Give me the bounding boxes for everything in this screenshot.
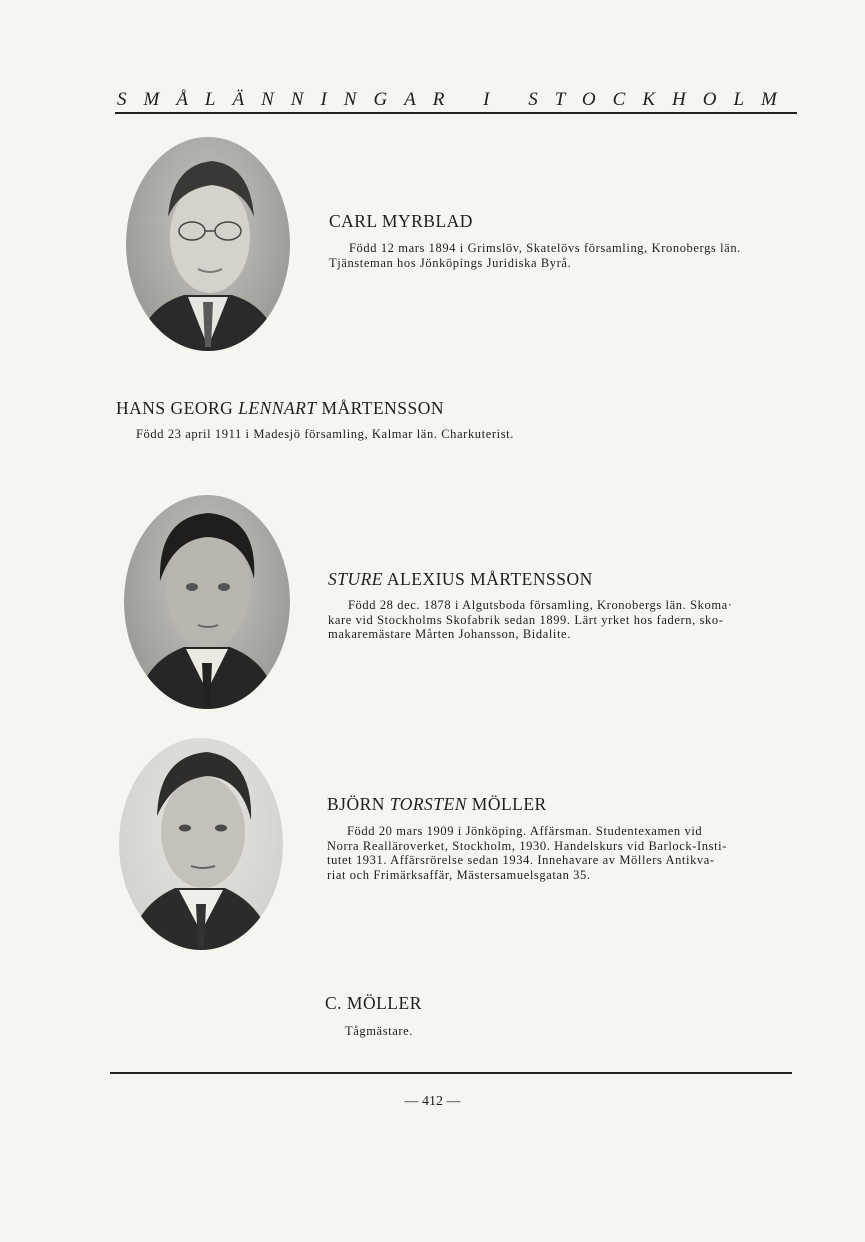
entry-name-hans-martensson	[116, 397, 444, 419]
header-rule	[115, 112, 797, 114]
entry-name-bjorn-moller	[327, 793, 547, 815]
entry-name-c-moller: C. MÖLLER	[325, 993, 422, 1013]
entry-bio-carl-myrblad	[329, 241, 799, 270]
name-part: ALEXIUS MÅRTENSSON	[383, 569, 593, 589]
page-number: — 412 —	[404, 1094, 461, 1109]
bio-line: Tågmästare.	[345, 1024, 414, 1038]
bio-line: Född 23 april 1911 i Madesjö församling, Kalmar län. Charkuterist.	[136, 427, 514, 441]
bio-line: makaremästare Mårten Johansson, Bidalite.	[328, 627, 571, 641]
running-head: SMÅLÄNNINGAR I STOCKHOLM	[117, 89, 794, 110]
bio-line: kare vid Stockholms Skofabrik sedan 1899. Lärt yrket hos fadern, sko-	[328, 612, 724, 627]
portrait-sture-martensson	[124, 495, 290, 709]
bio-line: Tjänsteman hos Jönköpings Juridiska Byrå.	[329, 255, 572, 270]
bio-line: Född 20 mars 1909 i Jönköping. Affärsman. Studentexamen vid	[347, 824, 703, 838]
bio-line: riat och Frimärksaffär, Mästersamuelsgatan 35.	[327, 867, 591, 882]
entry-name-sture-martensson	[328, 568, 593, 590]
bio-line: Född 28 dec. 1878 i Algutsboda församling, Kronobergs län. Skoma·	[348, 598, 733, 612]
entry-bio-bjorn-moller	[327, 824, 797, 882]
entry-bio-c-moller	[345, 1024, 545, 1039]
bio-line: Född 12 mars 1894 i Grimslöv, Skatelövs församling, Kronobergs län.	[349, 241, 741, 255]
entry-bio-hans-martensson	[116, 427, 716, 442]
bio-line: tutet 1931. Affärsrörelse sedan 1934. Innehavare av Möllers Antikva-	[327, 853, 715, 867]
name-part: MÅRTENSSON	[316, 398, 445, 418]
entry-name-carl-myrblad: CARL MYRBLAD	[329, 211, 473, 231]
name-italic-part: TORSTEN	[389, 794, 467, 814]
name-part: MÖLLER	[466, 794, 547, 814]
name-italic-part: STURE	[328, 569, 383, 589]
name-part: HANS GEORG	[116, 398, 239, 418]
entry-bio-sture-martensson	[328, 598, 798, 642]
footer-rule	[110, 1072, 792, 1074]
name-italic-part: LENNART	[238, 398, 317, 418]
portrait-bjorn-moller	[119, 738, 283, 950]
name-part: BJÖRN	[327, 794, 390, 814]
portrait-carl-myrblad	[126, 137, 290, 351]
bio-line: Norra Realläroverket, Stockholm, 1930. Handelskurs vid Barlock-Insti-	[327, 838, 727, 853]
